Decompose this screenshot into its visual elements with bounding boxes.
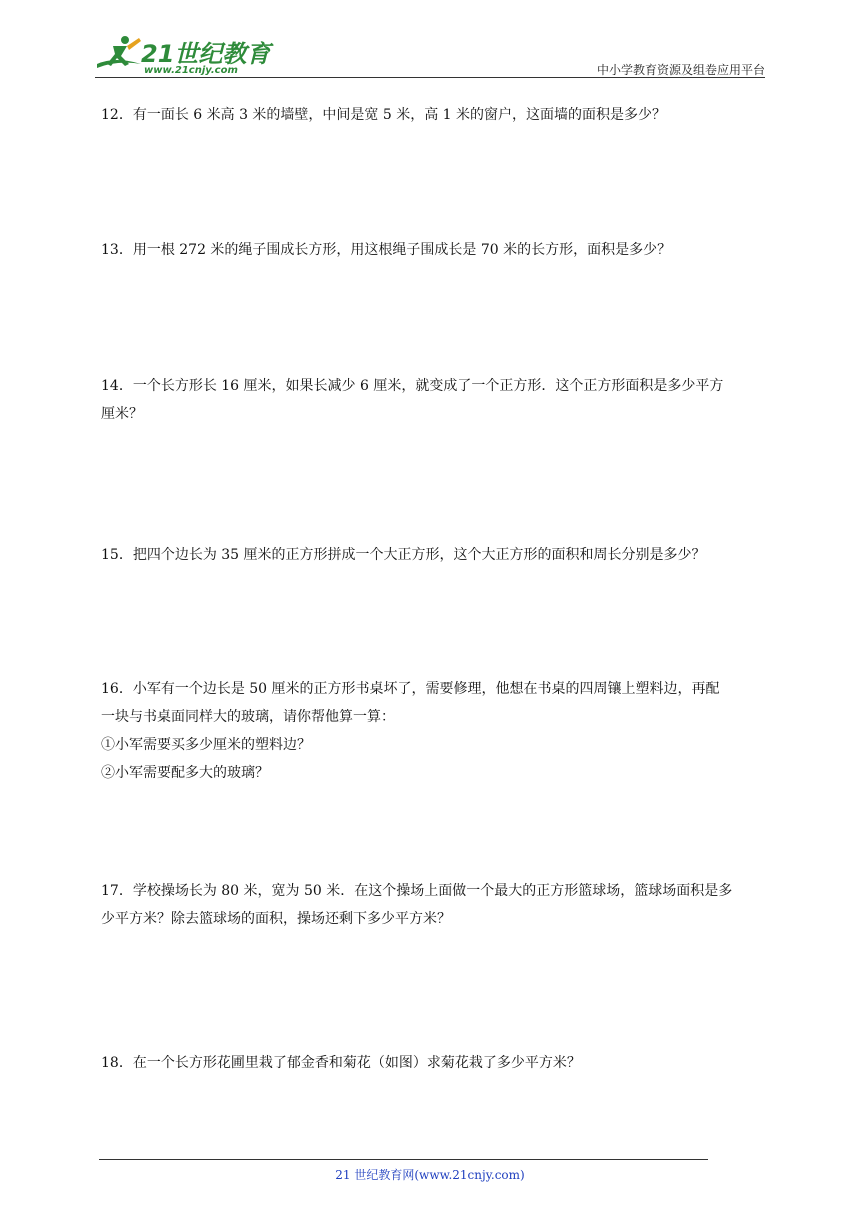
logo-title: 21世纪教育 bbox=[141, 40, 271, 68]
footer-divider bbox=[99, 1159, 708, 1160]
site-logo[interactable] bbox=[95, 32, 271, 78]
question-subitem: ①小军需要买多少厘米的塑料边？ bbox=[101, 737, 311, 753]
question-line: 18．在一个长方形花圃里栽了郁金香和菊花（如图）求菊花栽了多少平方米？ bbox=[101, 1055, 581, 1071]
question-line: 厘米？ bbox=[101, 406, 143, 422]
question-line: 14．一个长方形长 16 厘米，如果长减少 6 厘米，就变成了一个正方形．这个正方形面积是多少平方 bbox=[101, 378, 724, 394]
question-12 bbox=[101, 101, 763, 129]
question-line: 少平方米？除去篮球场的面积，操场还剩下多少平方米？ bbox=[101, 911, 451, 927]
platform-name: 中小学教育资源及组卷应用平台 bbox=[596, 63, 765, 77]
footer-link[interactable]: 21 世纪教育网(www.21cnjy.com) bbox=[335, 1168, 525, 1182]
question-line: 15．把四个边长为 35 厘米的正方形拼成一个大正方形，这个大正方形的面积和周长分别是多少？ bbox=[101, 547, 706, 563]
question-line: 17．学校操场长为 80 米，宽为 50 米．在这个操场上面做一个最大的正方形篮球场，篮球场面积是多 bbox=[101, 883, 733, 899]
logo-url: www.21cnjy.com bbox=[144, 65, 238, 76]
question-17 bbox=[101, 877, 763, 933]
question-subitem: ②小军需要配多大的玻璃？ bbox=[101, 765, 269, 781]
question-line: 一块与书桌面同样大的玻璃，请你帮他算一算： bbox=[101, 709, 395, 725]
question-16 bbox=[101, 675, 763, 787]
question-line: 13．用一根 272 米的绳子围成长方形，用这根绳子围成长是 70 米的长方形，面积是多少？ bbox=[101, 242, 672, 258]
question-13 bbox=[101, 236, 763, 264]
question-15 bbox=[101, 541, 763, 569]
question-line: 16．小军有一个边长是 50 厘米的正方形书桌坏了，需要修理，他想在书桌的四周镶上塑料边，再配 bbox=[101, 681, 720, 697]
runner-logo-icon bbox=[95, 34, 143, 74]
question-line: 12．有一面长 6 米高 3 米的墙壁，中间是宽 5 米，高 1 米的窗户，这面墙的面积是多少？ bbox=[101, 107, 667, 123]
question-14 bbox=[101, 372, 763, 428]
page-header bbox=[95, 28, 765, 80]
header-divider bbox=[95, 77, 765, 78]
question-18 bbox=[101, 1049, 763, 1077]
